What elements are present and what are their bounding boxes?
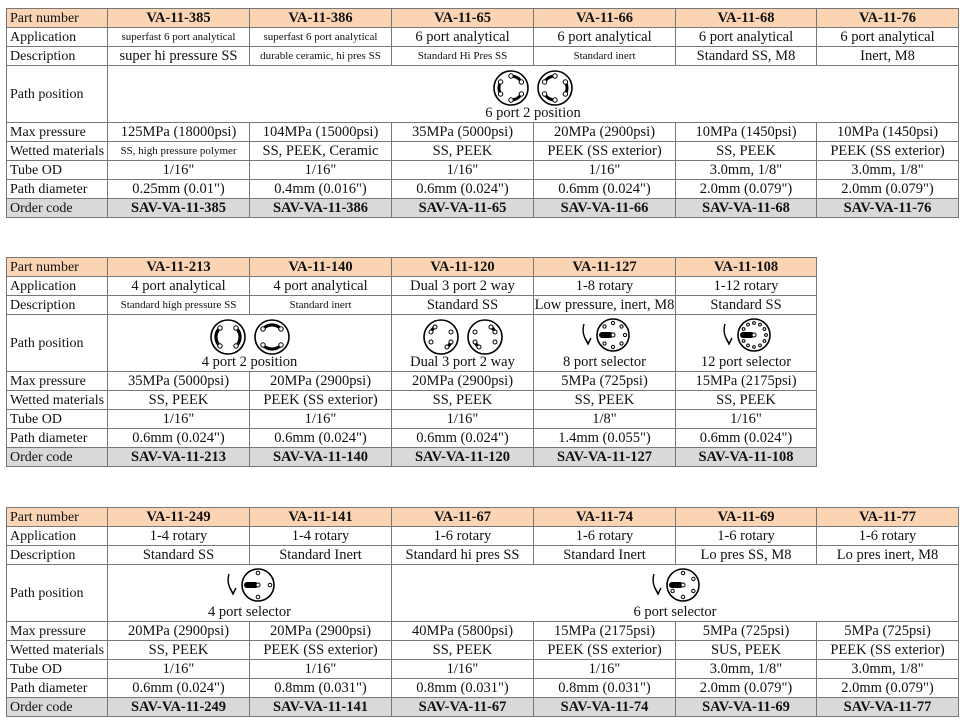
part-number-cell: VA-11-213 [108, 258, 250, 277]
wetted-materials-cell: SS, PEEK [676, 142, 817, 161]
path-position-row [7, 565, 959, 622]
path-diameter-cell: 0.8mm (0.031") [392, 679, 534, 698]
row-label: Path diameter [7, 429, 108, 448]
spec-table-rotary-selectors [6, 507, 959, 717]
description-cell: Inert, M8 [817, 47, 959, 66]
wetted-materials-cell: PEEK (SS exterior) [817, 142, 959, 161]
max-pressure-cell: 35MPa (5000psi) [392, 123, 534, 142]
description-cell: Lo pres SS, M8 [676, 546, 817, 565]
path-diameter-cell: 0.6mm (0.024") [392, 429, 534, 448]
path-diameter-cell: 2.0mm (0.079") [817, 180, 959, 199]
application-cell: 1-6 rotary [817, 527, 959, 546]
max-pressure-cell: 15MPa (2175psi) [534, 622, 676, 641]
tube-od-cell: 1/16" [676, 410, 817, 429]
6-port-valve-icon-position-b [536, 69, 574, 107]
path-position-cell [392, 565, 959, 622]
path-caption: Dual 3 port 2 way [410, 354, 515, 370]
path-diameter-row [7, 679, 959, 698]
path-diameter-cell: 0.6mm (0.024") [250, 429, 392, 448]
wetted-materials-cell: SS, PEEK [676, 391, 817, 410]
path-diameter-cell: 0.6mm (0.024") [392, 180, 534, 199]
path-diameter-cell: 0.4mm (0.016") [250, 180, 392, 199]
application-cell: 1-6 rotary [534, 527, 676, 546]
path-diameter-cell: 2.0mm (0.079") [817, 679, 959, 698]
row-label: Path diameter [7, 180, 108, 199]
max-pressure-cell: 10MPa (1450psi) [817, 123, 959, 142]
row-label: Max pressure [7, 123, 108, 142]
max-pressure-cell: 40MPa (5800psi) [392, 622, 534, 641]
row-label: Tube OD [7, 410, 108, 429]
application-cell: 6 port analytical [534, 28, 676, 47]
description-cell: Standard SS, M8 [676, 47, 817, 66]
wetted-materials-row [7, 641, 959, 660]
row-label: Order code [7, 698, 108, 717]
max-pressure-cell: 5MPa (725psi) [817, 622, 959, 641]
path-diameter-cell: 0.6mm (0.024") [108, 679, 250, 698]
order-code-cell: SAV-VA-11-120 [392, 448, 534, 467]
max-pressure-cell: 15MPa (2175psi) [676, 372, 817, 391]
wetted-materials-cell: SS, high pressure polymer [108, 142, 250, 161]
part-number-cell: VA-11-65 [392, 9, 534, 28]
description-row [7, 47, 959, 66]
row-label: Application [7, 28, 108, 47]
path-caption: 6 port selector [633, 604, 717, 620]
application-row [7, 527, 959, 546]
part-number-row [7, 258, 817, 277]
order-code-cell: SAV-VA-11-386 [250, 199, 392, 218]
application-cell: 1-4 rotary [250, 527, 392, 546]
tube-od-cell: 1/16" [108, 660, 250, 679]
order-code-row [7, 448, 817, 467]
tube-od-cell: 1/16" [534, 161, 676, 180]
description-cell: super hi pressure SS [108, 47, 250, 66]
part-number-cell: VA-11-68 [676, 9, 817, 28]
part-number-cell: VA-11-385 [108, 9, 250, 28]
wetted-materials-cell: SS, PEEK, Ceramic [250, 142, 392, 161]
path-diameter-cell: 0.6mm (0.024") [676, 429, 817, 448]
row-label: Part number [7, 508, 108, 527]
row-label: Path position [7, 66, 108, 123]
path-position-cell [108, 66, 959, 123]
4-port-valve-icon-position-a [209, 318, 247, 356]
part-number-cell: VA-11-69 [676, 508, 817, 527]
max-pressure-cell: 5MPa (725psi) [676, 622, 817, 641]
path-diameter-cell: 0.6mm (0.024") [108, 429, 250, 448]
part-number-cell: VA-11-140 [250, 258, 392, 277]
wetted-materials-cell: SS, PEEK [534, 391, 676, 410]
row-label: Order code [7, 199, 108, 218]
max-pressure-cell: 20MPa (2900psi) [250, 372, 392, 391]
order-code-cell: SAV-VA-11-76 [817, 199, 959, 218]
max-pressure-cell: 35MPa (5000psi) [108, 372, 250, 391]
application-cell: 6 port analytical [817, 28, 959, 47]
8-port-selector-icon [576, 318, 634, 358]
part-number-row [7, 508, 959, 527]
path-position-cell [392, 315, 534, 372]
row-label: Path diameter [7, 679, 108, 698]
spec-table-6port [6, 8, 959, 218]
description-row [7, 546, 959, 565]
application-cell: Dual 3 port 2 way [392, 277, 534, 296]
wetted-materials-cell: PEEK (SS exterior) [250, 641, 392, 660]
part-number-cell: VA-11-141 [250, 508, 392, 527]
order-code-cell: SAV-VA-11-66 [534, 199, 676, 218]
application-cell: 1-6 rotary [676, 527, 817, 546]
order-code-row [7, 698, 959, 717]
wetted-materials-cell: SUS, PEEK [676, 641, 817, 660]
description-row [7, 296, 817, 315]
path-diameter-cell: 0.8mm (0.031") [534, 679, 676, 698]
description-cell: Standard SS [108, 546, 250, 565]
application-cell: 6 port analytical [676, 28, 817, 47]
wetted-materials-cell: SS, PEEK [392, 391, 534, 410]
tube-od-cell: 1/16" [250, 660, 392, 679]
description-cell: Standard SS [676, 296, 817, 315]
path-diameter-cell: 2.0mm (0.079") [676, 679, 817, 698]
tube-od-row [7, 660, 959, 679]
12-port-selector-icon [717, 318, 775, 358]
order-code-cell: SAV-VA-11-127 [534, 448, 676, 467]
part-number-cell: VA-11-74 [534, 508, 676, 527]
path-diameter-cell: 0.8mm (0.031") [250, 679, 392, 698]
part-number-cell: VA-11-66 [534, 9, 676, 28]
wetted-materials-cell: PEEK (SS exterior) [534, 142, 676, 161]
row-label: Part number [7, 258, 108, 277]
part-number-cell: VA-11-386 [250, 9, 392, 28]
description-cell: Lo pres inert, M8 [817, 546, 959, 565]
4-port-valve-icon-position-b [253, 318, 291, 356]
description-cell: Standard inert [534, 47, 676, 66]
description-cell: Standard hi pres SS [392, 546, 534, 565]
path-position-cell [676, 315, 817, 372]
tube-od-cell: 1/16" [108, 161, 250, 180]
row-label: Order code [7, 448, 108, 467]
description-cell: Standard Hi Pres SS [392, 47, 534, 66]
dual-3-port-valve-icon-a [422, 318, 460, 356]
part-number-cell: VA-11-249 [108, 508, 250, 527]
tube-od-cell: 1/16" [392, 410, 534, 429]
max-pressure-cell: 5MPa (725psi) [534, 372, 676, 391]
description-cell: Standard Inert [250, 546, 392, 565]
part-number-cell: VA-11-77 [817, 508, 959, 527]
tube-od-cell: 1/16" [392, 161, 534, 180]
description-cell: Low pressure, inert, M8 [534, 296, 675, 313]
part-number-cell: VA-11-127 [534, 258, 676, 277]
max-pressure-cell: 20MPa (2900psi) [108, 622, 250, 641]
order-code-row [7, 199, 959, 218]
path-caption: 6 port 2 position [485, 105, 581, 121]
application-cell: 4 port analytical [250, 277, 392, 296]
tube-od-cell: 3.0mm, 1/8" [817, 660, 959, 679]
row-label: Wetted materials [7, 142, 108, 161]
order-code-cell: SAV-VA-11-108 [676, 448, 817, 467]
order-code-cell: SAV-VA-11-65 [392, 199, 534, 218]
application-cell: superfast 6 port analytical [250, 28, 392, 47]
path-diameter-cell: 1.4mm (0.055") [534, 429, 676, 448]
order-code-cell: SAV-VA-11-385 [108, 199, 250, 218]
spec-table-4port-selectors [6, 257, 817, 467]
row-label: Description [7, 296, 108, 315]
path-diameter-cell: 0.25mm (0.01") [108, 180, 250, 199]
row-label: Tube OD [7, 660, 108, 679]
application-cell: 6 port analytical [392, 28, 534, 47]
6-port-valve-icon-position-a [492, 69, 530, 107]
application-cell: 1-4 rotary [108, 527, 250, 546]
path-diameter-cell: 0.6mm (0.024") [534, 180, 676, 199]
part-number-row [7, 9, 959, 28]
row-label: Max pressure [7, 622, 108, 641]
row-label: Wetted materials [7, 391, 108, 410]
application-cell: 1-8 rotary [534, 277, 676, 296]
tube-od-cell: 1/16" [108, 410, 250, 429]
row-label: Wetted materials [7, 641, 108, 660]
path-diameter-row [7, 180, 959, 199]
order-code-cell: SAV-VA-11-74 [534, 698, 676, 717]
part-number-cell: VA-11-108 [676, 258, 817, 277]
order-code-cell: SAV-VA-11-77 [817, 698, 959, 717]
order-code-cell: SAV-VA-11-68 [676, 199, 817, 218]
max-pressure-cell: 20MPa (2900psi) [392, 372, 534, 391]
wetted-materials-cell: PEEK (SS exterior) [534, 641, 676, 660]
row-label: Application [7, 527, 108, 546]
part-number-cell: VA-11-67 [392, 508, 534, 527]
path-diameter-row [7, 429, 817, 448]
row-label: Part number [7, 9, 108, 28]
path-diameter-cell: 2.0mm (0.079") [676, 180, 817, 199]
row-label: Description [7, 546, 108, 565]
max-pressure-row [7, 622, 959, 641]
description-cell: Standard high pressure SS [108, 296, 250, 315]
order-code-cell: SAV-VA-11-69 [676, 698, 817, 717]
application-cell: superfast 6 port analytical [108, 28, 250, 47]
wetted-materials-cell: SS, PEEK [392, 641, 534, 660]
4-port-selector-icon [221, 568, 279, 608]
order-code-cell: SAV-VA-11-140 [250, 448, 392, 467]
path-position-cell [108, 565, 392, 622]
max-pressure-cell: 125MPa (18000psi) [108, 123, 250, 142]
tube-od-row [7, 161, 959, 180]
wetted-materials-cell: SS, PEEK [108, 641, 250, 660]
description-cell: Standard Inert [534, 546, 676, 565]
row-label: Path position [7, 565, 108, 622]
6-port-selector-icon [646, 568, 704, 608]
path-caption: 12 port selector [700, 354, 792, 370]
description-cell: durable ceramic, hi pres SS [250, 47, 392, 66]
wetted-materials-row [7, 391, 817, 410]
part-number-cell: VA-11-76 [817, 9, 959, 28]
tube-od-cell: 3.0mm, 1/8" [676, 161, 817, 180]
order-code-cell: SAV-VA-11-249 [108, 698, 250, 717]
wetted-materials-cell: PEEK (SS exterior) [817, 641, 959, 660]
path-caption: 8 port selector [563, 354, 646, 370]
row-label: Path position [7, 315, 108, 372]
description-cell: Standard inert [250, 296, 392, 315]
path-position-cell [108, 315, 392, 372]
wetted-materials-cell: PEEK (SS exterior) [250, 391, 392, 410]
tube-od-cell: 1/16" [392, 660, 534, 679]
description-cell: Standard SS [392, 296, 534, 315]
tube-od-cell: 1/8" [534, 410, 676, 429]
wetted-materials-cell: SS, PEEK [392, 142, 534, 161]
max-pressure-cell: 20MPa (2900psi) [250, 622, 392, 641]
row-label: Max pressure [7, 372, 108, 391]
order-code-cell: SAV-VA-11-213 [108, 448, 250, 467]
path-position-cell [534, 315, 676, 372]
row-label: Tube OD [7, 161, 108, 180]
max-pressure-row [7, 123, 959, 142]
path-position-row [7, 66, 959, 123]
row-label: Description [7, 47, 108, 66]
max-pressure-cell: 104MPa (15000psi) [250, 123, 392, 142]
tube-od-cell: 1/16" [534, 660, 676, 679]
tube-od-cell: 3.0mm, 1/8" [676, 660, 817, 679]
application-row [7, 28, 959, 47]
path-caption: 4 port selector [208, 604, 291, 620]
row-label: Application [7, 277, 108, 296]
application-cell: 4 port analytical [108, 277, 250, 296]
dual-3-port-valve-icon-b [466, 318, 504, 356]
tube-od-cell: 1/16" [250, 410, 392, 429]
order-code-cell: SAV-VA-11-67 [392, 698, 534, 717]
path-position-row [7, 315, 817, 372]
wetted-materials-cell: SS, PEEK [108, 391, 250, 410]
wetted-materials-row [7, 142, 959, 161]
part-number-cell: VA-11-120 [392, 258, 534, 277]
tube-od-row [7, 410, 817, 429]
max-pressure-cell: 20MPa (2900psi) [534, 123, 676, 142]
max-pressure-cell: 10MPa (1450psi) [676, 123, 817, 142]
order-code-cell: SAV-VA-11-141 [250, 698, 392, 717]
max-pressure-row [7, 372, 817, 391]
application-cell: 1-12 rotary [676, 277, 817, 296]
path-caption: 4 port 2 position [201, 354, 298, 370]
tube-od-cell: 1/16" [250, 161, 392, 180]
application-row [7, 277, 817, 296]
application-cell: 1-6 rotary [392, 527, 534, 546]
tube-od-cell: 3.0mm, 1/8" [817, 161, 959, 180]
